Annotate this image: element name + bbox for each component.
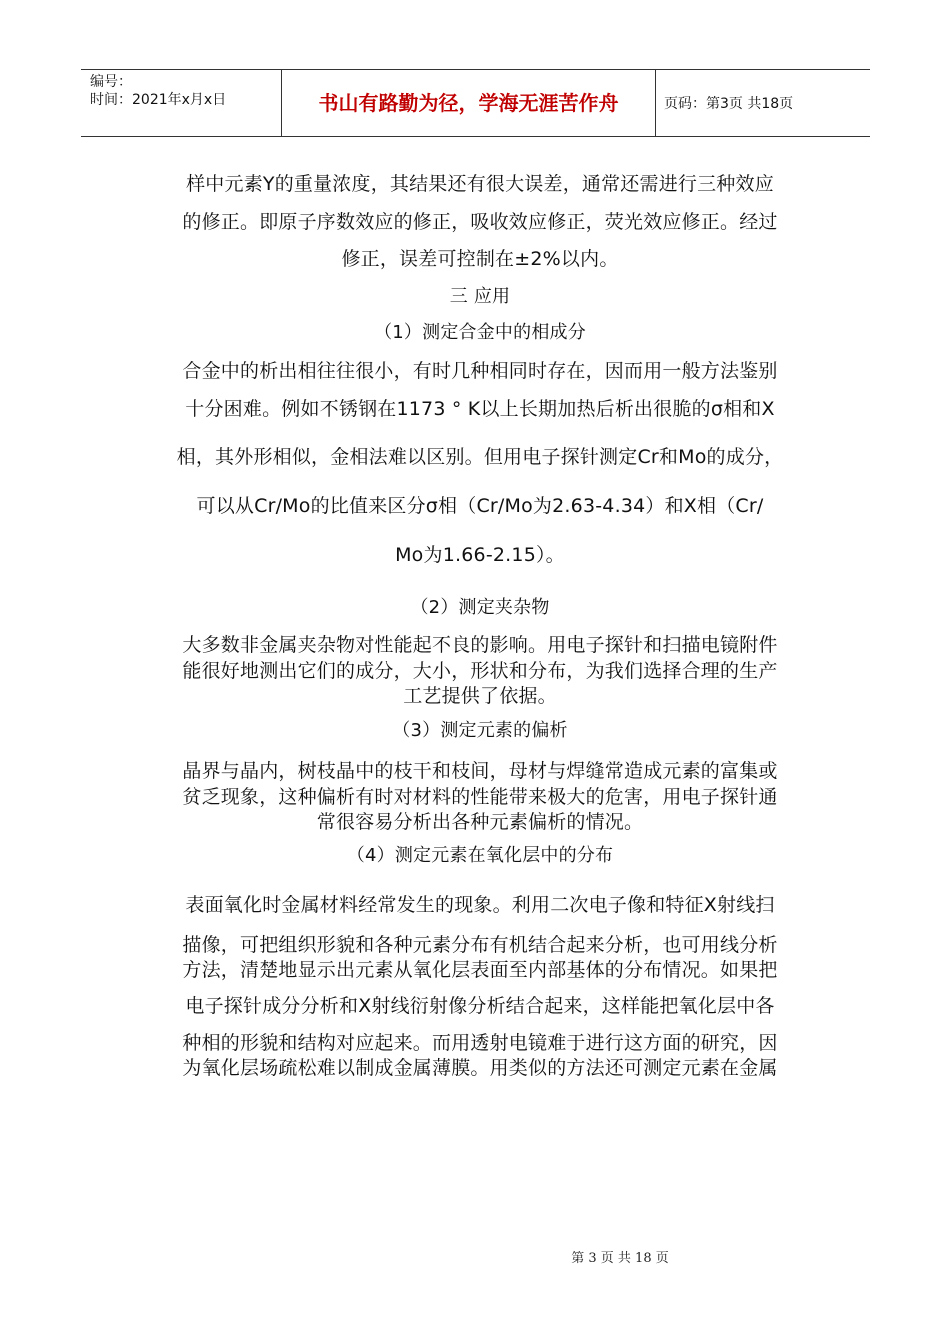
subsection-heading: （3）测定元素的偏析 bbox=[392, 720, 568, 741]
document-number-label: 编号： bbox=[90, 74, 132, 90]
page-footer: 第 3 页 共 18 页 bbox=[571, 1251, 669, 1266]
body-line: Mo为1.66-2.15）。 bbox=[395, 544, 565, 566]
body-line: 相，其外形相似，金相法难以区别。但用电子探针测定Cr和Mo的成分， bbox=[176, 446, 784, 468]
subsection-heading: （1）测定合金中的相成分 bbox=[374, 322, 586, 343]
body-line: 电子探针成分分析和X射线衍射像分析结合起来，这样能把氧化层中各 bbox=[185, 995, 775, 1017]
body-line: 样中元素Y的重量浓度，其结果还有很大误差，通常还需进行三种效应 bbox=[186, 173, 774, 195]
page-header bbox=[81, 69, 870, 137]
body-line: 贫乏现象，这种偏析有时对材料的性能带来极大的危害，用电子探针通 bbox=[182, 786, 778, 808]
body-line: 可以从Cr/Mo的比值来区分σ相（Cr/Mo为2.63-4.34）和X相（Cr/ bbox=[196, 495, 764, 517]
body-line: 为氧化层场疏松难以制成金属薄膜。用类似的方法还可测定元素在金属 bbox=[182, 1057, 778, 1079]
body-line: 方法，清楚地显示出元素从氧化层表面至内部基体的分布情况。如果把 bbox=[182, 959, 778, 981]
body-line: 描像，可把组织形貌和各种元素分布有机结合起来分析，也可用线分析 bbox=[182, 934, 778, 956]
body-line: 修正，误差可控制在±2%以内。 bbox=[341, 248, 619, 270]
body-line: 种相的形貌和结构对应起来。而用透射电镜难于进行这方面的研究，因 bbox=[182, 1032, 778, 1054]
body-line: 合金中的析出相往往很小，有时几种相同时存在，因而用一般方法鉴别 bbox=[182, 360, 778, 382]
body-line: 常很容易分析出各种元素偏析的情况。 bbox=[316, 811, 644, 833]
body-line: 晶界与晶内，树枝晶中的枝干和枝间，母材与焊缝常造成元素的富集或 bbox=[182, 760, 778, 782]
body-line: 表面氧化时金属材料经常发生的现象。利用二次电子像和特征X射线扫 bbox=[185, 894, 775, 916]
header-motto: 书山有路勤为径，学海无涯苦作舟 bbox=[282, 70, 656, 136]
header-page-info: 页码：第3页 共18页 bbox=[664, 96, 794, 112]
body-line: 工艺提供了依据。 bbox=[403, 685, 557, 707]
document-date-label: 时间：2021年x月x日 bbox=[90, 92, 227, 108]
section-heading: 三 应用 bbox=[449, 286, 511, 307]
subsection-heading: （4）测定元素在氧化层中的分布 bbox=[346, 845, 614, 866]
body-line: 十分困难。例如不锈钢在1173 ° K以上长期加热后析出很脆的σ相和X bbox=[185, 398, 775, 420]
body-line: 的修正。即原子序数效应的修正，吸收效应修正，荧光效应修正。经过 bbox=[182, 211, 778, 233]
body-line: 大多数非金属夹杂物对性能起不良的影响。用电子探针和扫描电镜附件 bbox=[182, 634, 778, 656]
body-line: 能很好地测出它们的成分，大小，形状和分布，为我们选择合理的生产 bbox=[182, 660, 778, 682]
header-meta-cell bbox=[81, 70, 282, 136]
subsection-heading: （2）测定夹杂物 bbox=[410, 597, 550, 618]
